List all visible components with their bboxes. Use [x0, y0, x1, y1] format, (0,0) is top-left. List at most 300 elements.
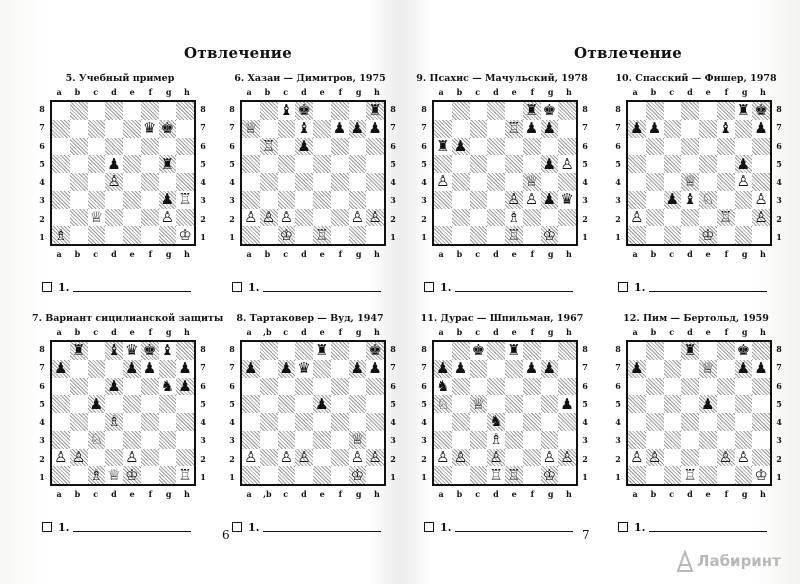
- board-square: [123, 449, 141, 467]
- board-square: [278, 342, 296, 360]
- answer-blank[interactable]: [455, 531, 573, 532]
- file-label: a: [438, 87, 444, 97]
- board-square: [260, 191, 278, 209]
- rank-label: 2: [39, 453, 45, 464]
- board-square: [699, 155, 717, 173]
- board-square: [366, 226, 384, 244]
- white-pawn-icon: ♙: [107, 172, 121, 191]
- black-bishop-icon: ♝: [683, 190, 697, 209]
- board-square: [278, 360, 296, 378]
- file-label: c: [475, 489, 481, 499]
- black-pawn-icon: ♟: [453, 136, 468, 155]
- board-square: [628, 226, 646, 244]
- board-square: [541, 466, 559, 484]
- board-square: [558, 360, 576, 378]
- board-square: [366, 378, 384, 396]
- white-pawn-icon: ♙: [160, 207, 175, 226]
- file-labels-top: [432, 327, 578, 337]
- black-pawn-icon: ♟: [754, 119, 768, 138]
- board-square: [88, 120, 106, 138]
- board-square: [628, 120, 646, 138]
- board-square: [558, 138, 576, 156]
- board-square: [105, 449, 123, 467]
- black-pawn-icon: ♟: [701, 394, 715, 413]
- board-square: [699, 209, 717, 227]
- file-labels-bottom: [240, 489, 386, 499]
- board-square: [523, 360, 541, 378]
- file-label: ,b: [263, 327, 272, 337]
- board-square: [295, 226, 313, 244]
- board-square: [176, 120, 194, 138]
- rank-label: 1: [421, 231, 427, 242]
- white-king-icon: ♔: [542, 225, 557, 244]
- white-pawn-icon: ♙: [368, 207, 382, 226]
- rank-label: 5: [776, 158, 782, 169]
- board-square: [735, 226, 753, 244]
- rank-labels-left: [420, 100, 428, 246]
- file-label: b: [74, 327, 81, 337]
- rank-label: 5: [39, 398, 45, 409]
- board-square: [681, 395, 699, 413]
- board-square: [52, 226, 70, 244]
- board-square: [105, 342, 123, 360]
- board-square: [505, 342, 523, 360]
- rank-label: 3: [776, 435, 782, 446]
- chess-problem: [608, 73, 784, 318]
- file-label: h: [183, 489, 190, 499]
- file-label: e: [319, 87, 325, 97]
- board-square: [313, 173, 331, 191]
- board-square: [366, 342, 384, 360]
- white-king-icon: ♔: [701, 225, 715, 244]
- board-square: [260, 209, 278, 227]
- board-square: [295, 138, 313, 156]
- board-square: [735, 413, 753, 431]
- file-label: f: [724, 87, 729, 97]
- rank-label: 6: [776, 380, 782, 391]
- board-square: [735, 466, 753, 484]
- board-square: [159, 466, 177, 484]
- board-square: [735, 395, 753, 413]
- answer-line: [424, 520, 594, 534]
- file-label: f: [148, 87, 153, 97]
- answer-blank[interactable]: [263, 531, 381, 532]
- file-label: c: [669, 87, 675, 97]
- black-rook-icon: ♜: [683, 341, 697, 360]
- file-label: d: [301, 327, 307, 337]
- file-label: h: [373, 87, 380, 97]
- board-square: [752, 138, 770, 156]
- rank-label: 4: [200, 417, 206, 427]
- board-square: [278, 191, 296, 209]
- board-square: [141, 342, 159, 360]
- white-pawn-icon: ♙: [489, 447, 503, 466]
- board-square: [717, 431, 735, 449]
- board-square: [242, 209, 260, 227]
- board-square: [331, 431, 349, 449]
- rank-label: 2: [776, 453, 782, 464]
- board-square: [313, 466, 331, 484]
- rank-label: 1: [776, 471, 782, 482]
- rank-label: 4: [229, 177, 235, 187]
- white-king-icon: ♔: [279, 225, 294, 244]
- board-square: [523, 449, 541, 467]
- board-square: [159, 138, 177, 156]
- board-square: [487, 360, 505, 378]
- board-square: [331, 395, 349, 413]
- board-square: [242, 449, 260, 467]
- board-square: [752, 209, 770, 227]
- board-square: [295, 155, 313, 173]
- white-rook-icon: ♖: [507, 119, 521, 138]
- board-square: [470, 102, 488, 120]
- board-square: [260, 173, 278, 191]
- board-square: [105, 120, 123, 138]
- white-bishop-icon: ♗: [89, 465, 104, 484]
- board-square: [176, 395, 194, 413]
- problem-caption: 8. Тартаковер — Вуд, 1947: [236, 313, 384, 324]
- board-square: [260, 378, 278, 396]
- white-pawn-icon: ♙: [71, 447, 86, 466]
- board-square: [260, 360, 278, 378]
- board-square: [752, 449, 770, 467]
- file-label: f: [148, 327, 153, 337]
- black-pawn-icon: ♟: [244, 359, 258, 378]
- board-square: [70, 431, 88, 449]
- board-square: [558, 226, 576, 244]
- board-square: [558, 395, 576, 413]
- board-square: [123, 360, 141, 378]
- file-label: e: [511, 249, 517, 259]
- board-square: [366, 209, 384, 227]
- answer-blank[interactable]: [73, 531, 191, 532]
- board-square: [541, 342, 559, 360]
- rank-label: 5: [200, 158, 206, 169]
- board-square: [141, 466, 159, 484]
- answer-blank[interactable]: [455, 291, 573, 292]
- file-labels-bottom: [240, 249, 386, 259]
- rank-label: 8: [229, 104, 235, 114]
- file-label: f: [724, 489, 729, 499]
- black-pawn-icon: ♟: [368, 359, 382, 378]
- board-square: [349, 395, 367, 413]
- board-square: [487, 342, 505, 360]
- board-square: [313, 102, 331, 120]
- file-label: g: [547, 87, 554, 97]
- board-square: [717, 466, 735, 484]
- board-square: [664, 173, 682, 191]
- file-label: a: [56, 87, 62, 97]
- board-square: [664, 378, 682, 396]
- board-square: [752, 378, 770, 396]
- board-square: [313, 138, 331, 156]
- board-square: [646, 209, 664, 227]
- black-rook-icon: ♜: [436, 136, 450, 155]
- board-square: [523, 226, 541, 244]
- board-square: [717, 209, 735, 227]
- rank-label: 5: [229, 398, 235, 409]
- board-square: [646, 102, 664, 120]
- rank-label: 5: [421, 158, 427, 169]
- file-label: g: [355, 249, 362, 259]
- white-queen-icon: ♕: [701, 359, 715, 378]
- board-square: [699, 378, 717, 396]
- publisher-name: Лабиринт: [697, 552, 781, 570]
- chess-board: [50, 100, 196, 246]
- board-square: [664, 155, 682, 173]
- board-square: [470, 226, 488, 244]
- checkbox-icon: [424, 522, 434, 532]
- board-square: [628, 209, 646, 227]
- answer-prefix: 1.: [440, 281, 452, 294]
- rank-labels-right: [581, 100, 589, 246]
- board-square: [349, 378, 367, 396]
- black-rook-icon: ♜: [368, 101, 382, 120]
- rank-labels-right: [775, 340, 783, 486]
- board-square: [176, 102, 194, 120]
- black-pawn-icon: ♟: [178, 376, 192, 395]
- board-square: [123, 395, 141, 413]
- board-square: [523, 155, 541, 173]
- black-rook-icon: ♜: [524, 101, 539, 120]
- board-square: [505, 102, 523, 120]
- board-square: [88, 360, 106, 378]
- board-square: [366, 120, 384, 138]
- board-square: [523, 431, 541, 449]
- board-square: [141, 173, 159, 191]
- board-square: [752, 173, 770, 191]
- board-square: [295, 120, 313, 138]
- checkbox-icon: [618, 522, 628, 532]
- file-label: e: [319, 249, 325, 259]
- black-pawn-icon: ♟: [178, 359, 192, 378]
- answer-blank[interactable]: [649, 531, 767, 532]
- board-square: [523, 413, 541, 431]
- left-page-number: 6: [222, 528, 230, 542]
- board-square: [331, 138, 349, 156]
- white-rook-icon: ♖: [683, 465, 697, 484]
- rank-label: 2: [615, 213, 621, 224]
- file-label: e: [511, 489, 517, 499]
- rank-label: 6: [582, 140, 588, 151]
- board-square: [176, 431, 194, 449]
- rank-label: 5: [615, 398, 621, 409]
- file-label: b: [456, 87, 463, 97]
- file-label: e: [705, 327, 711, 337]
- file-labels-bottom: [626, 489, 772, 499]
- board-square: [260, 342, 278, 360]
- board-square: [505, 449, 523, 467]
- white-pawn-icon: ♙: [244, 207, 258, 226]
- board-square: [717, 138, 735, 156]
- board-square: [278, 102, 296, 120]
- board-square: [487, 173, 505, 191]
- white-rook-icon: ♖: [178, 190, 192, 209]
- board-square: [349, 155, 367, 173]
- file-label: h: [759, 249, 766, 259]
- board-square: [88, 226, 106, 244]
- board-square: [105, 360, 123, 378]
- board-square: [159, 449, 177, 467]
- board-square: [349, 342, 367, 360]
- rank-label: 6: [582, 380, 588, 391]
- black-rook-icon: ♜: [160, 154, 175, 173]
- rank-label: 8: [229, 344, 235, 354]
- board-square: [88, 173, 106, 191]
- rank-label: 6: [615, 380, 621, 391]
- board-square: [123, 466, 141, 484]
- board-square: [681, 413, 699, 431]
- answer-prefix: 1.: [58, 521, 70, 534]
- board-square: [558, 191, 576, 209]
- board-square: [260, 449, 278, 467]
- board-square: [628, 360, 646, 378]
- rank-label: 8: [582, 344, 588, 354]
- rank-label: 7: [615, 122, 621, 133]
- white-pawn-icon: ♙: [244, 447, 258, 466]
- file-label: e: [705, 489, 711, 499]
- chess-problem: [414, 313, 590, 558]
- file-label: e: [705, 87, 711, 97]
- file-label: f: [530, 489, 535, 499]
- board-square: [434, 191, 452, 209]
- board-square: [123, 173, 141, 191]
- board-square: [366, 395, 384, 413]
- board-square: [52, 431, 70, 449]
- problem-caption: 9. Псахис — Мачульский, 1978: [416, 73, 588, 84]
- board-square: [541, 173, 559, 191]
- rank-label: 8: [39, 104, 45, 114]
- board-square: [487, 226, 505, 244]
- board-square: [105, 138, 123, 156]
- file-label: h: [759, 87, 766, 97]
- black-pawn-icon: ♟: [54, 359, 68, 378]
- rank-label: 1: [390, 231, 396, 242]
- white-pawn-icon: ♙: [507, 190, 521, 209]
- board-square: [664, 413, 682, 431]
- rank-label: 1: [39, 231, 45, 242]
- checkbox-icon: [232, 282, 242, 292]
- board-square: [349, 413, 367, 431]
- file-label: a: [632, 489, 638, 499]
- rank-label: 6: [229, 140, 235, 151]
- answer-blank[interactable]: [73, 291, 191, 292]
- rank-label: 5: [582, 158, 588, 169]
- board-square: [470, 155, 488, 173]
- white-king-icon: ♔: [178, 225, 192, 244]
- black-pawn-icon: ♟: [332, 119, 347, 138]
- rank-label: 8: [776, 344, 782, 354]
- board-square: [366, 431, 384, 449]
- file-labels-top: [432, 87, 578, 97]
- rank-label: 7: [390, 362, 396, 373]
- board-square: [260, 120, 278, 138]
- board-square: [295, 209, 313, 227]
- board-square: [70, 449, 88, 467]
- board-square: [628, 449, 646, 467]
- board-square: [176, 449, 194, 467]
- rank-labels-left: [614, 340, 622, 486]
- board-square: [470, 360, 488, 378]
- rank-label: 8: [615, 344, 621, 354]
- board-square: [752, 413, 770, 431]
- answer-blank[interactable]: [649, 291, 767, 292]
- rank-label: 4: [200, 177, 206, 187]
- board-square: [735, 102, 753, 120]
- rank-label: 3: [229, 435, 235, 446]
- file-label: a: [632, 249, 638, 259]
- white-pawn-icon: ♙: [630, 447, 644, 466]
- file-label: b: [456, 489, 463, 499]
- file-label: d: [111, 249, 117, 259]
- board-square: [717, 342, 735, 360]
- black-queen-icon: ♛: [142, 119, 157, 138]
- board-square: [717, 226, 735, 244]
- rank-label: 4: [615, 417, 621, 427]
- chess-problem: [222, 73, 398, 318]
- board-square: [664, 226, 682, 244]
- board-square: [470, 378, 488, 396]
- board-square: [664, 120, 682, 138]
- board-square: [523, 395, 541, 413]
- board-square: [523, 120, 541, 138]
- board-square: [278, 138, 296, 156]
- board-square: [646, 395, 664, 413]
- board-square: [664, 209, 682, 227]
- board-square: [505, 395, 523, 413]
- board-square: [505, 431, 523, 449]
- board-square: [366, 173, 384, 191]
- board-square: [523, 209, 541, 227]
- board-square: [717, 102, 735, 120]
- board-square: [505, 226, 523, 244]
- black-pawn-icon: ♟: [630, 119, 644, 138]
- file-label: h: [565, 327, 572, 337]
- board-square: [366, 102, 384, 120]
- file-label: g: [741, 489, 748, 499]
- board-square: [88, 342, 106, 360]
- board-square: [159, 155, 177, 173]
- board-square: [176, 413, 194, 431]
- rank-label: 2: [200, 453, 206, 464]
- answer-blank[interactable]: [263, 291, 381, 292]
- white-pawn-icon: ♙: [736, 447, 751, 466]
- board-square: [434, 102, 452, 120]
- answer-prefix: 1.: [248, 281, 260, 294]
- board-square: [278, 226, 296, 244]
- board-square: [646, 120, 664, 138]
- board-square: [123, 191, 141, 209]
- answer-prefix: 1.: [634, 281, 646, 294]
- file-label: c: [283, 489, 289, 499]
- rank-label: 6: [229, 380, 235, 391]
- file-label: g: [165, 327, 172, 337]
- board-square: [366, 360, 384, 378]
- board-square: [313, 449, 331, 467]
- answer-line: [42, 520, 212, 534]
- black-king-icon: ♚: [471, 341, 486, 360]
- board-square: [681, 466, 699, 484]
- black-pawn-icon: ♟: [736, 154, 751, 173]
- rank-label: 5: [776, 398, 782, 409]
- board-square: [541, 138, 559, 156]
- board-square: [628, 431, 646, 449]
- board-square: [331, 102, 349, 120]
- board-square: [105, 155, 123, 173]
- board-square: [105, 226, 123, 244]
- rank-label: 6: [390, 380, 396, 391]
- board-square: [523, 342, 541, 360]
